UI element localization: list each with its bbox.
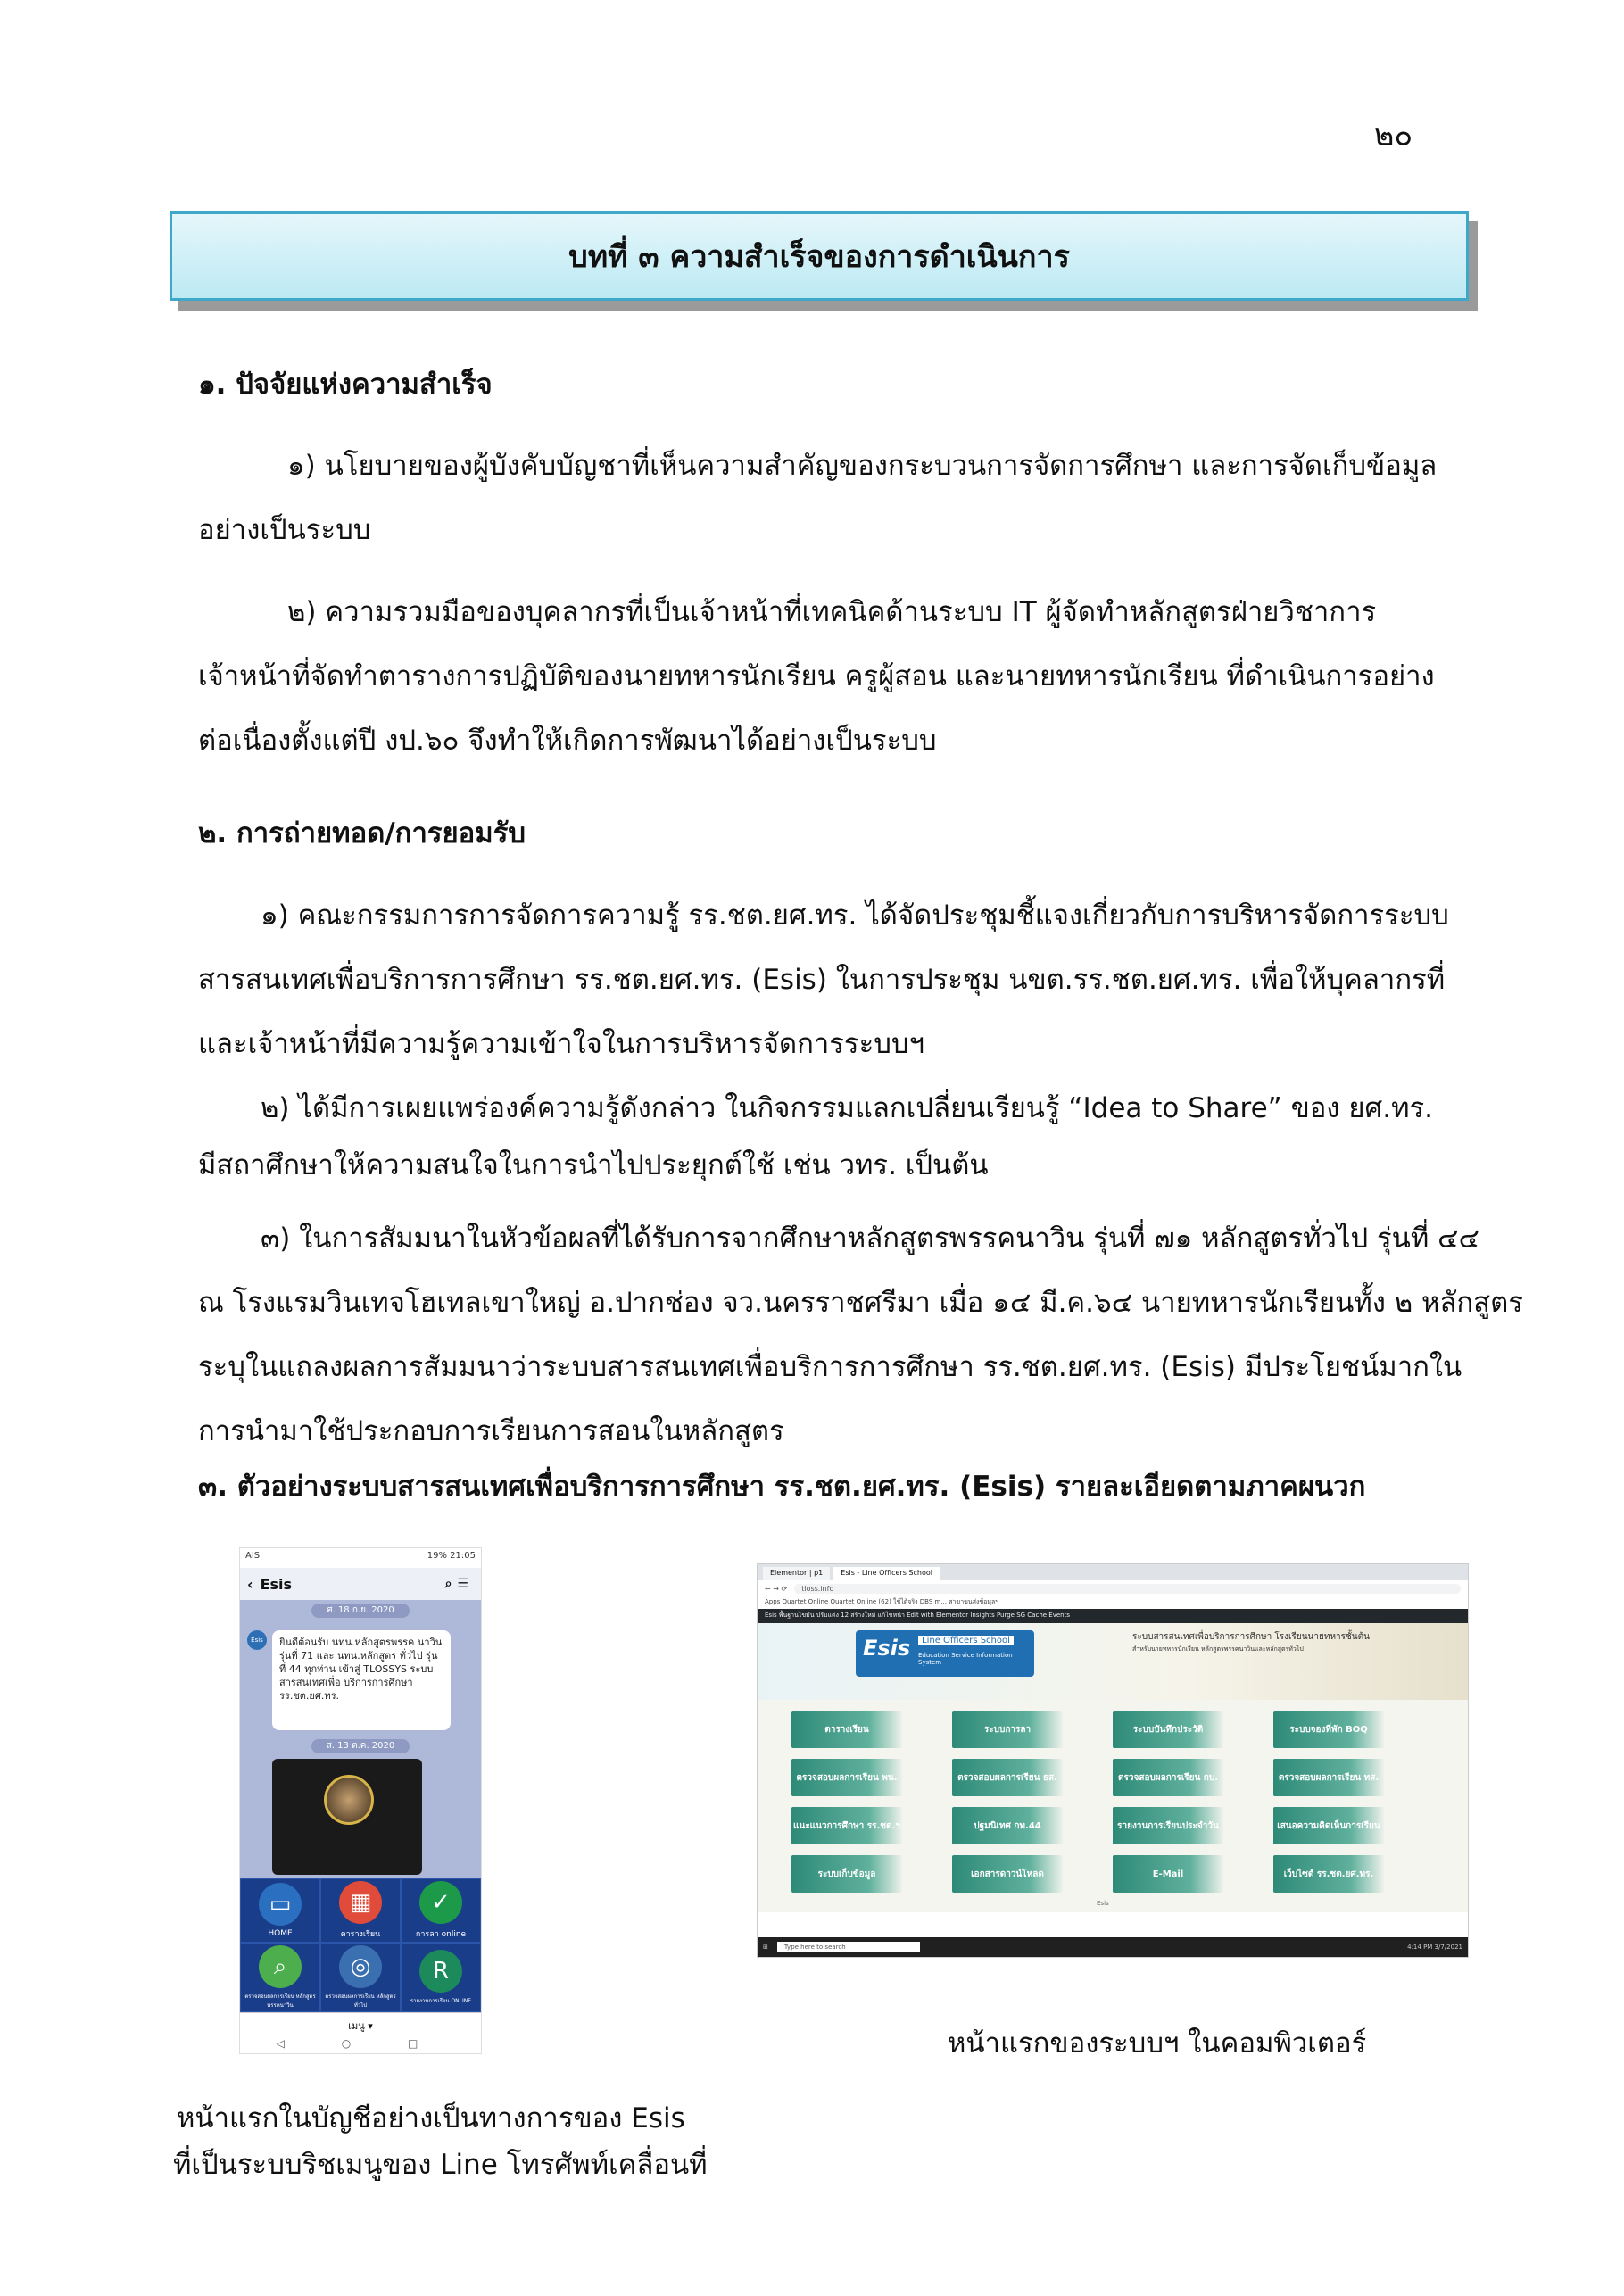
phone-status-bar bbox=[240, 1548, 481, 1568]
paragraph-line: ต่อเนื่องตั้งแต่ปี งป.๖๐ จึงทำให้เกิดการพัฒนาได้อย่างเป็นระบบ bbox=[198, 725, 937, 757]
menu-button[interactable]: ตรวจสอบผลการเรียน พน. bbox=[791, 1759, 902, 1796]
section2-paragraph-3 bbox=[198, 1206, 1523, 1463]
phone-caption-line-2: ที่เป็นระบบริชเมนูของ Line โทรศัพท์เคลื่อนที่ bbox=[173, 2149, 708, 2181]
paragraph-line: ๓) ในการสัมมนาในหัวข้อผลที่ได้รับการจากศึกษาหลักสูตรพรรคนาวิน รุ่นที่ ๗๑ หลักสูตรทั่วไป รุ่นที่ ๔๔ bbox=[261, 1223, 1480, 1255]
globe-search-icon: ◎ bbox=[339, 1945, 382, 1988]
paragraph-line: อย่างเป็นระบบ bbox=[198, 514, 371, 546]
paragraph-line: มีสถาศึกษาให้ความสนใจในการนำไปประยุกต์ใช้ เช่น วทร. เป็นต้น bbox=[198, 1149, 989, 1181]
browser-tab[interactable]: Elementor | p1 bbox=[763, 1567, 830, 1580]
rich-menu bbox=[240, 1878, 481, 2012]
calendar-icon: ▦ bbox=[339, 1881, 382, 1924]
menu-button[interactable]: ระบบจองที่พัก BOQ bbox=[1273, 1711, 1384, 1748]
page-number: ๒๐ bbox=[1374, 118, 1413, 153]
menu-button[interactable]: E-Mail bbox=[1113, 1855, 1223, 1893]
menu-button[interactable]: ตารางเรียน bbox=[791, 1711, 902, 1748]
browser-tab-bar bbox=[758, 1564, 1468, 1580]
rich-menu-label: HOME bbox=[268, 1929, 293, 1938]
rich-menu-item[interactable] bbox=[240, 1943, 320, 2012]
chat-date: ส. 13 ต.ค. 2020 bbox=[311, 1739, 410, 1753]
chat-date: ศ. 18 ก.ย. 2020 bbox=[311, 1604, 410, 1618]
paragraph-line: การนำมาใช้ประกอบการเรียนการสอนในหลักสูตร bbox=[198, 1415, 784, 1447]
desktop-caption: หน้าแรกของระบบฯ ในคอมพิวเตอร์ bbox=[948, 2027, 1367, 2060]
paragraph-line: ระบุในแถลงผลการสัมมนาว่าระบบสารสนเทศเพื่อบริการการศึกษา รร.ชต.ยศ.ทร. (Esis) มีประโยชน์มากใน bbox=[198, 1351, 1462, 1383]
site-footer: Esis bbox=[1097, 1900, 1109, 1907]
section2-paragraph-1 bbox=[198, 883, 1447, 1076]
logo-text: Esis bbox=[863, 1636, 911, 1661]
paragraph-line: ๑) คณะกรรมการการจัดการความรู้ รร.ชต.ยศ.ทร. ได้จัดประชุมชี้แจงเกี่ยวกับการบริหารจัดการระบบ bbox=[261, 899, 1449, 932]
paragraph-line: สารสนเทศเพื่อบริการการศึกษา รร.ชต.ยศ.ทร. (Esis) ในการประชุม นขต.รร.ชต.ยศ.ทร. เพื่อให้บุคลากรที่ bbox=[198, 964, 1446, 996]
chapter-title: บทที่ ๓ ความสำเร็จของการดำเนินการ bbox=[568, 239, 1070, 275]
windows-start-icon[interactable]: ⊞ bbox=[763, 1944, 768, 1951]
rich-menu-item[interactable] bbox=[320, 1878, 401, 1943]
menu-toggle[interactable]: เมนู ▾ bbox=[240, 2012, 481, 2037]
chat-photo bbox=[272, 1759, 422, 1875]
menu-button[interactable]: ระบบการลา bbox=[952, 1711, 1063, 1748]
phone-caption-line-1: หน้าแรกในบัญชีอย่างเป็นทางการของ Esis bbox=[177, 2102, 685, 2134]
section1-paragraph-2 bbox=[198, 580, 1447, 773]
avatar: Esis bbox=[247, 1630, 267, 1650]
header-icons: ⌕☰ bbox=[444, 1577, 474, 1591]
android-nav-bar: ◁ ○ □ bbox=[240, 2037, 481, 2054]
windows-taskbar bbox=[758, 1937, 1468, 1957]
status-right: 19% 21:05 bbox=[427, 1551, 476, 1561]
rich-menu-item[interactable] bbox=[401, 1878, 481, 1943]
desktop-screenshot bbox=[757, 1563, 1469, 1958]
section1-heading: ๑. ปัจจัยแห่งความสำเร็จ bbox=[198, 369, 493, 401]
url-field[interactable]: tloss.info bbox=[794, 1584, 1461, 1594]
computer-icon: ▭ bbox=[259, 1883, 302, 1926]
paragraph-line: ๒) ความรวมมือของบุคลากรที่เป็นเจ้าหน้าที่เทคนิคด้านระบบ IT ผู้จัดทำหลักสูตรฝ่ายวิชาการ bbox=[287, 596, 1377, 628]
browser-address-bar bbox=[758, 1580, 1468, 1596]
menu-button[interactable]: เอกสารดาวน์โหลด bbox=[952, 1855, 1063, 1893]
menu-button[interactable]: ตรวจสอบผลการเรียน ธส. bbox=[952, 1759, 1063, 1796]
banner-subtitle: สำหรับนายทหารนักเรียน หลักสูตรพรรคนาวินและหลักสูตรทั่วไป bbox=[1132, 1645, 1304, 1653]
chat-title: Esis bbox=[260, 1575, 293, 1593]
bookmarks-bar: Apps Quartet Online Quartet Online (62) ใช้ได้จริง DBS m... สาขาขนส่งข้อมูลฯ bbox=[758, 1596, 1468, 1609]
chapter-title-box bbox=[170, 211, 1469, 301]
rich-menu-item[interactable] bbox=[320, 1943, 401, 2012]
taskbar-clock: 4:14 PM 3/7/2021 bbox=[1407, 1944, 1462, 1951]
menu-button[interactable]: เว็บไซต์ รร.ชต.ยศ.ทร. bbox=[1273, 1855, 1384, 1893]
menu-button[interactable]: ตรวจสอบผลการเรียน กบ. bbox=[1113, 1759, 1223, 1796]
section2-heading: ๒. การถ่ายทอด/การยอมรับ bbox=[198, 817, 526, 850]
portrait-image bbox=[324, 1775, 374, 1825]
rich-menu-item[interactable] bbox=[240, 1878, 320, 1943]
section1-paragraph-1 bbox=[198, 434, 1447, 562]
status-left: AIS bbox=[245, 1551, 261, 1561]
rich-menu-label: ตรวจสอบผลการเรียน หลักสูตรทั่วไป bbox=[325, 1993, 396, 2009]
menu-grid bbox=[758, 1700, 1468, 1912]
browser-tab[interactable]: Esis - Line Officers School bbox=[833, 1567, 940, 1580]
phone-screenshot bbox=[239, 1547, 482, 2054]
site-banner bbox=[758, 1623, 1468, 1700]
menu-button[interactable]: เสนอความคิดเห็นการเรียน bbox=[1273, 1807, 1384, 1844]
paragraph-line: เจ้าหน้าที่จัดทำตารางการปฏิบัติของนายทหารนักเรียน ครูผู้สอน และนายทหารนักเรียน ที่ดำเนินการอย่าง bbox=[198, 660, 1435, 692]
rich-menu-label: รายงานการเรียน ONLINE bbox=[410, 1998, 472, 2004]
rich-menu-label: การลา online bbox=[415, 1930, 467, 1939]
menu-button[interactable]: ตรวจสอบผลการเรียน ทส. bbox=[1273, 1759, 1384, 1796]
paragraph-line: ๒) ได้มีการเผยแพร่องค์ความรู้ดังกล่าว ในกิจกรรมแลกเปลี่ยนเรียนรู้ “Idea to Share” ของ ยศ.ทร. bbox=[261, 1092, 1434, 1124]
r-icon: R bbox=[419, 1950, 462, 1993]
rich-menu-label: ตรวจสอบผลการเรียน หลักสูตรพรรคนาวิน bbox=[244, 1993, 316, 2009]
phone-chat-header bbox=[240, 1568, 481, 1600]
paragraph-line: ณ โรงแรมวินเทจโฮเทลเขาใหญ่ อ.ปากช่อง จว.นครราชศรีมา เมื่อ ๑๔ มี.ค.๖๔ นายทหารนักเรียนทั้ง ๒ หลักสูตร bbox=[198, 1287, 1523, 1319]
search-icon: ⌕ bbox=[259, 1945, 302, 1988]
logo-subtitle: Education Service Information System bbox=[918, 1652, 1013, 1666]
menu-button[interactable]: ระบบเก็บข้อมูล bbox=[791, 1855, 902, 1893]
chat-message: ยินดีต้อนรับ นทน.หลักสูตรพรรค นาวิน รุ่นที่ 71 และ นทน.หลักสูตร ทั่วไป รุ่นที่ 44 ทุกท่าน เข้าสู่ TLOSSYS ระบบสารสนเทศเพื่อ บริการการศึกษา รร.ชต.ยศ.ทร. bbox=[272, 1630, 451, 1730]
banner-title: ระบบสารสนเทศเพื่อบริการการศึกษา โรงเรียนนายทหารชั้นต้น bbox=[1132, 1632, 1370, 1642]
back-arrow-icon: ‹ bbox=[247, 1575, 253, 1593]
menu-button[interactable]: ระบบบันทึกประวัติ bbox=[1113, 1711, 1223, 1748]
paragraph-line: และเจ้าหน้าที่มีความรู้ความเข้าใจในการบริหารจัดการระบบฯ bbox=[198, 1028, 924, 1060]
logo-school: Line Officers School bbox=[918, 1636, 1014, 1645]
menu-button[interactable]: ปฐมนิเทศ กท.44 bbox=[952, 1807, 1063, 1844]
paragraph-line: ๑) นโยบายของผู้บังคับบัญชาที่เห็นความสำคัญของกระบวนการจัดการศึกษา และการจัดเก็บข้อมูล bbox=[287, 450, 1438, 482]
taskbar-search[interactable]: Type here to search bbox=[777, 1942, 920, 1952]
nav-arrows-icon: ← → ⟳ bbox=[765, 1584, 788, 1593]
menu-button[interactable]: รายงานการเรียนประจำวัน bbox=[1113, 1807, 1223, 1844]
wordpress-admin-bar: Esis พื้นฐานไขมัน ปรับแต่ง 12 สร้างใหม่ แก้ไขหน้า Edit with Elementor Insights Purge SG Cache Events bbox=[758, 1609, 1468, 1623]
rich-menu-item[interactable] bbox=[401, 1943, 481, 2012]
rich-menu-label: ตารางเรียน bbox=[340, 1930, 381, 1939]
phone-chat-area bbox=[240, 1600, 481, 1878]
section3-heading: ๓. ตัวอย่างระบบสารสนเทศเพื่อบริการการศึกษา รร.ชต.ยศ.ทร. (Esis) รายละเอียดตามภาคผนวก bbox=[198, 1471, 1366, 1503]
menu-button[interactable]: แนะแนวการศึกษา รร.ชต.ฯ bbox=[791, 1807, 902, 1844]
check-icon: ✓ bbox=[419, 1881, 462, 1924]
section2-paragraph-2 bbox=[198, 1076, 1447, 1198]
esis-logo bbox=[856, 1630, 1034, 1677]
